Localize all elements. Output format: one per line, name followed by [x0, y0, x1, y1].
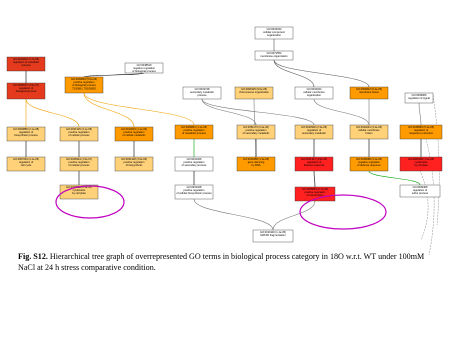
go-node-label: positive regulation: [68, 131, 90, 134]
edge: [26, 99, 79, 127]
go-node-label: of cellular biosynthetic process: [176, 192, 212, 196]
go-node-label: by RNA: [251, 164, 261, 168]
go-node: [350, 157, 388, 171]
go-node: [115, 127, 153, 141]
go-node-label: regulation of: [18, 131, 34, 134]
go-node-label: MATAR fragmentation: [260, 234, 286, 237]
go-node-label: of defense response: [357, 164, 381, 168]
go-node-label: positive regulation: [123, 161, 145, 164]
go-node: [175, 157, 213, 171]
go-node-label: GO:0019748: [194, 87, 210, 91]
go-node: [295, 125, 333, 139]
go-node-label: GO:0006468 (1.2e-05): [407, 157, 435, 161]
go-node-label: GO:0071554: [266, 51, 282, 55]
go-node-label: GO:0010116 (1.1e-05): [260, 230, 286, 234]
go-node-label: GO:0031328: [186, 185, 202, 189]
go-node-label: defense response: [303, 164, 325, 168]
go-node: [350, 87, 388, 99]
go-node-label: cellular membrane: [303, 91, 325, 94]
go-node-label: of secondary metabolic: [242, 132, 270, 136]
go-node-label: biosynthetic process: [14, 134, 38, 138]
go-node-label: 73/2996 | 705/39953: [72, 87, 96, 91]
go-node: [235, 87, 273, 99]
go-node: [350, 125, 388, 139]
go-node: [295, 87, 333, 99]
go-node-label: positive regulation: [123, 131, 145, 134]
go-node-label: regulation of metabolic: [12, 61, 40, 64]
go-node-label: fusion: [365, 132, 373, 136]
edge: [202, 99, 314, 125]
go-node-label: of cellular metabolic: [122, 134, 146, 138]
go-node: [65, 77, 103, 93]
go-node-label: GO:0045088 (4.1e-05): [355, 157, 383, 161]
go-node-label: GO:0016458 (1.3e-05): [242, 157, 270, 161]
go-node: [7, 57, 45, 71]
edge: [84, 93, 194, 125]
go-node-label: regulation of: [306, 129, 322, 132]
go-node-label: GO:0045934 (1.5e-07): [65, 157, 93, 161]
go-node-label: positive regulation: [245, 129, 267, 132]
go-node-label: organization: [306, 94, 322, 98]
go-node-label: negative regulation: [133, 66, 155, 70]
go-node-label: chromosome organization: [239, 91, 269, 94]
go-node-label: cytokinesis: [72, 189, 86, 192]
go-node-label: regulation of: [306, 161, 322, 164]
go-node-label: GO:0031325 (3.1e-05): [65, 127, 93, 131]
go-node-label: regulation of: [413, 129, 429, 132]
go-node-label: GO:0031347 (3.9e-05): [300, 157, 328, 161]
go-node-label: GO:0031328 (3.5e-06): [120, 157, 148, 161]
go-node-label: response to stimulus: [409, 132, 433, 136]
go-node-label: GO:0009889 (2.1e-08): [12, 127, 40, 131]
go-node: [400, 157, 442, 171]
go-node-label: GO:0006810 (5.4e-05): [355, 87, 383, 91]
caption-text: Hierarchical tree graph of overrepresented GO terms in biological process category in 18O w.r.t. WT under 100mM NaCl at 24 h stress comparative condition.: [18, 252, 425, 272]
go-node: [60, 157, 98, 171]
edge: [273, 201, 315, 230]
go-node-label: positive regulation: [304, 191, 326, 194]
go-node-label: GO:0048583 (5.4e-05): [407, 125, 435, 129]
go-node-label: GO:0009408: [412, 185, 428, 189]
go-node: [255, 27, 293, 39]
go-node-label: cellular membrane: [358, 129, 380, 132]
go-node-label: positive regulation: [183, 189, 205, 192]
edge: [419, 103, 421, 125]
go-node-label: of cellular process: [68, 134, 90, 138]
edge: [202, 99, 256, 125]
figure-caption: [18, 252, 438, 273]
go-node-label: by cell plate: [72, 192, 86, 196]
edge: [274, 60, 369, 87]
go-node-label: GO:0009891 (1.1e-05): [180, 125, 208, 129]
go-node-label: of cellular process: [68, 164, 90, 168]
go-node-label: by cell plate: [414, 164, 428, 168]
edge: [314, 99, 369, 125]
go-node: [7, 83, 45, 99]
go-node-label: of biosynthetic: [125, 164, 143, 168]
go-node-label: sulfur process: [411, 192, 429, 196]
go-node-label: GO:0016043: [266, 27, 282, 31]
go-node-label: GO:0007049 (4.1e-05): [12, 157, 40, 161]
go-node-label: GO:0019222 (1.7e-05): [12, 57, 40, 61]
caption-label: Fig. S12.: [18, 252, 48, 261]
go-node-label: of secondary process: [181, 164, 207, 168]
go-node-label: GO:0010604 (1.1e-06): [120, 127, 148, 131]
go-node-label: cytokinesis: [414, 161, 428, 164]
go-node-label: secondary metabolic: [302, 132, 326, 136]
go-node-label: of biological process: [72, 84, 96, 88]
go-node: [400, 185, 440, 197]
go-node-label: GO:0000911 (4.1e-05): [66, 185, 92, 189]
go-node-label: positive regulation: [183, 129, 205, 132]
go-node-label: positive regulation: [183, 161, 205, 164]
go-node-label: cellular component: [263, 31, 285, 34]
edge: [417, 165, 428, 240]
go-node-label: of metabolic process: [182, 132, 206, 136]
node-layer: [7, 27, 442, 242]
go-node-label: GO:0045893 (2.7e-05): [301, 187, 329, 191]
go-node-label: regulation of: [18, 87, 34, 90]
go-node-label: of transcription: [306, 194, 324, 198]
go-node-label: GO:0009893 (5.0e-06): [70, 77, 98, 81]
edge: [84, 73, 144, 77]
edge: [314, 171, 315, 187]
go-node-label: negative regulation: [358, 161, 380, 164]
go-node-label: GO:0048519: [136, 63, 152, 67]
edge: [369, 171, 420, 185]
go-node-label: GO:0044091 (3.4e-05): [355, 125, 383, 129]
go-node: [125, 63, 163, 73]
go-node-label: biological process: [15, 90, 37, 94]
highlight-ellipse: [300, 195, 386, 229]
go-node-label: regulation of signal: [408, 97, 430, 100]
go-node: [237, 125, 275, 139]
go-node: [175, 185, 213, 199]
go-node-label: organization: [266, 34, 282, 38]
go-node: [115, 157, 153, 171]
go-node-label: GO:0043900 (2.3e-05): [300, 125, 328, 129]
go-node-label: membrane organization: [260, 55, 288, 58]
go-node-label: GO:0006325 (9.6e-05): [240, 87, 268, 91]
go-node-label: of biological process: [132, 69, 156, 73]
go-node: [175, 125, 213, 139]
go-node: [7, 127, 45, 141]
go-node: [405, 93, 433, 103]
go-node: [60, 127, 98, 141]
go-node-label: GO:0051173 (3.2e-06): [243, 125, 269, 129]
go-node-label: process: [21, 64, 31, 68]
go-node: [255, 51, 293, 60]
edge: [84, 93, 134, 127]
go-node: [400, 125, 442, 139]
go-node-label: GO:0031326: [186, 157, 202, 161]
go-node: [7, 157, 45, 171]
edge: [274, 60, 314, 87]
go-node-label: process: [197, 94, 207, 98]
go-tree-graph: [5, 25, 445, 258]
go-node-label: GO:0065007 (4.5e-07): [12, 83, 40, 87]
edge: [194, 199, 273, 230]
go-node-label: GO:0016044: [306, 87, 322, 91]
go-node: [295, 157, 333, 171]
go-node-label: gene silencing: [247, 161, 265, 164]
go-node-label: positive regulation: [73, 81, 95, 84]
go-node-label: regulation of: [412, 189, 428, 192]
go-node-label: positive regulation: [68, 161, 90, 164]
graph-canvas: [5, 25, 445, 258]
go-node: [253, 230, 293, 242]
go-node-label: GO:0009966: [411, 93, 427, 97]
go-node-label: cell cycle: [20, 164, 32, 168]
go-node-label: regulation of: [18, 161, 34, 164]
go-node-label: secondary metabolic: [190, 91, 214, 94]
go-node-label: membrane fusion: [358, 91, 380, 94]
go-node: [237, 157, 275, 171]
go-node: [183, 87, 221, 99]
